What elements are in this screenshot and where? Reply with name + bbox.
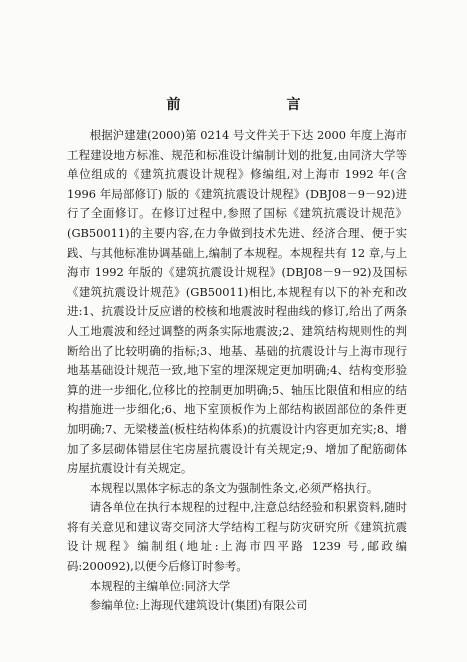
paragraph-mandatory-clauses: 本规程以黑体字标志的条文为强制性条文,必须严格执行。 [89,480,379,495]
preface-body [67,126,407,616]
paragraph-revision-background: 根据沪建建(2000)第 0214 号文件关于下达 2000 年度上海市工程建设地方标准、规范和标准设计编制计划的批复,由同济大学等单位组成的《建筑抗震设计规程》修编组,对上海市 1992 年(含1996 年局部修订) 版的《建筑抗震设计规程》(DBJ08－9－92)进行了全面修订。在修订过程中,参照了国标《建筑抗震设计规范》(GB50011)的主要内容,在力争做到技术先进、经济合理、便于实践、与其他标准协调基础上,编制了本规程。本规程共有 12 章,与上海市 1992 年版的《建筑抗震设计规程》(DBJ08－9－92)及国标《建筑抗震设计规范》(GB50011)相比,本规程有以下的补充和改进:1、抗震设计反应谱的校核和地震波时程曲线的修订,给出了两条人工地震波和经过调整的两条实际地震波;2、建筑结构规则性的判断给出了比较明确的指标;3、地基、基础的抗震设计与上海市现行地基基础设计规范一致,地下室的埋深规定更加明确;4、结构变形验算的进一步细化,位移比的控制更加明确;5、轴压比限值和相应的结构措施进一步细化;6、地下室顶板作为上部结构嵌固部位的条件更加明确;7、无梁楼盖(板柱结构体系)的抗震设计内容更加充实;8、增加了多层砌体错层住宅房屋抗震设计有关规定;9、增加了配筋砌体房屋抗震设计有关规定。 [67,128,407,476]
paragraph-feedback-request: 请各单位在执行本规程的过程中,注意总结经验和积累资料,随时将有关意见和建议寄交同济大学结构工程与防灾研究所《建筑抗震设计规程》编制组(地址:上海市四平路 1239 号,邮政编码:200092),以便今后修订时参考。 [67,500,407,574]
paragraph-participating-units: 参编单位:上海现代建筑设计(集团)有限公司 [89,598,308,613]
paragraph-chief-editor: 本规程的主编单位:同济大学 [89,578,231,593]
page-title: 前 言 [166,97,327,113]
